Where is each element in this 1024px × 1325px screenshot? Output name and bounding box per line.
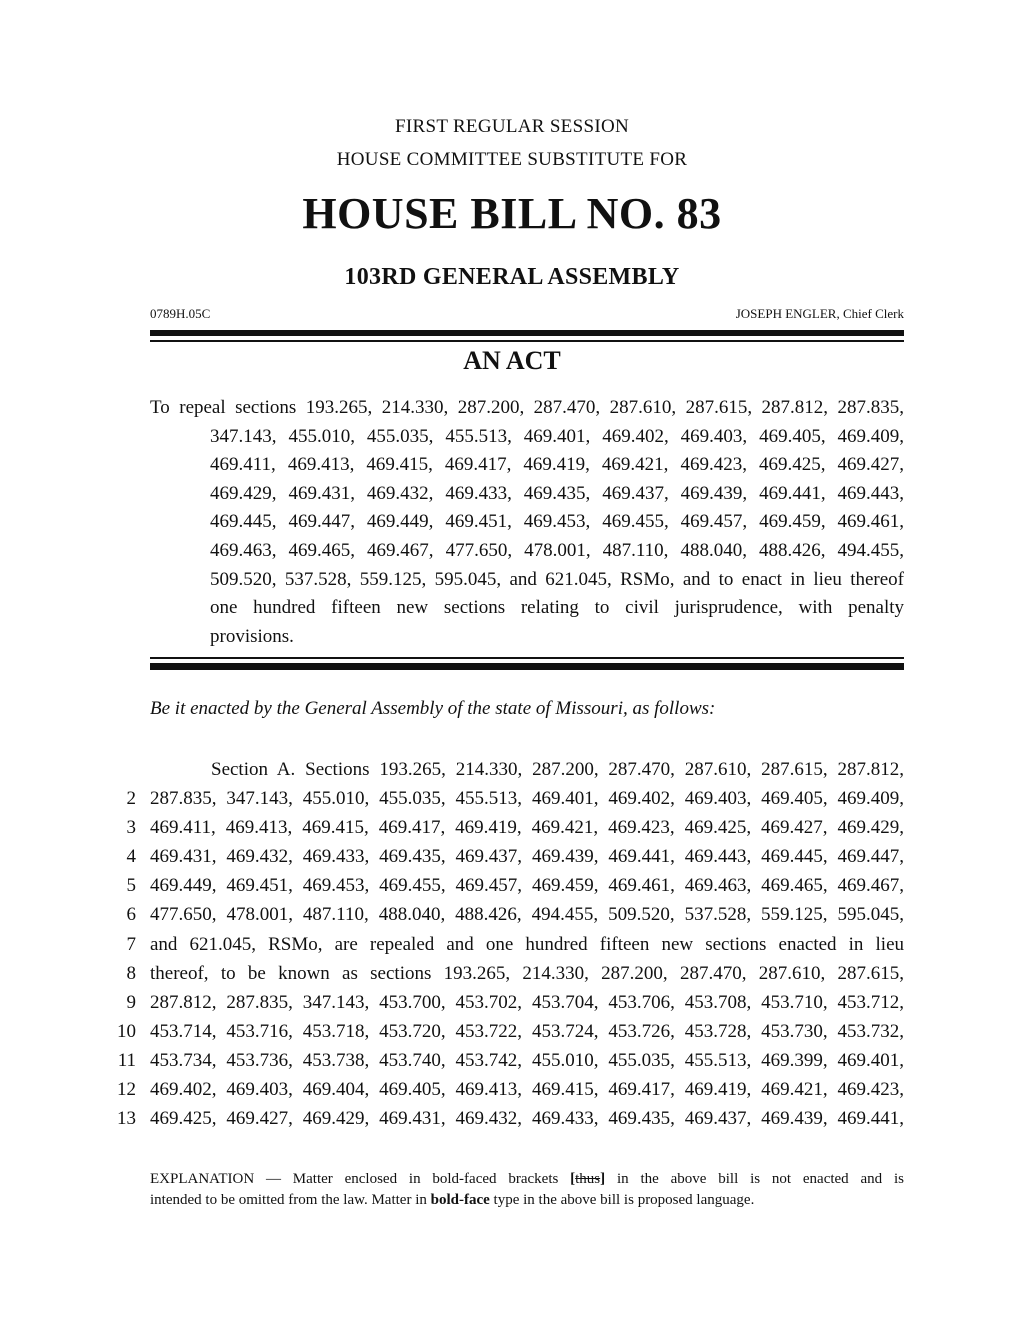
- act-title: [150, 394, 904, 651]
- title-line: 509.520, 537.528, 559.125, 595.045, and 621.045, RSMo, and to enact in lieu thereof: [210, 568, 904, 590]
- body-line: [0, 930, 1024, 959]
- line-text: 453.734, 453.736, 453.738, 453.740, 453.742, 455.010, 455.035, 455.513, 469.399, 469.401,: [150, 1049, 904, 1071]
- body-line: [0, 842, 1024, 871]
- explanation-line: [150, 1169, 904, 1190]
- body-line: [0, 1104, 1024, 1133]
- line-text: 469.449, 469.451, 469.453, 469.455, 469.457, 469.459, 469.461, 469.463, 469.465, 469.467,: [150, 875, 904, 897]
- line-text: 469.425, 469.427, 469.429, 469.431, 469.432, 469.433, 469.435, 469.437, 469.439, 469.441,: [150, 1108, 904, 1130]
- line-number: 3: [126, 817, 136, 839]
- explanation-text: in the above bill is not enacted and is: [605, 1171, 904, 1187]
- line-number: 5: [126, 875, 136, 897]
- body-line: [0, 900, 1024, 929]
- line-number: 12: [117, 1079, 136, 1101]
- body-line: [0, 813, 1024, 842]
- act-heading: AN ACT: [463, 346, 561, 375]
- title-line: 469.429, 469.431, 469.432, 469.433, 469.435, 469.437, 469.439, 469.441, 469.443,: [210, 482, 904, 504]
- explanation-note: [150, 1169, 904, 1211]
- bold-example: bold-face: [430, 1192, 490, 1208]
- bold-bracket: [: [570, 1171, 576, 1187]
- session-label: FIRST REGULAR SESSION: [395, 116, 629, 137]
- line-text: 453.714, 453.716, 453.718, 453.720, 453.722, 453.724, 453.726, 453.728, 453.730, 453.732,: [150, 1020, 904, 1042]
- body-line: [0, 784, 1024, 813]
- bold-bracket: ]: [600, 1171, 606, 1187]
- line-number: 7: [126, 933, 136, 955]
- line-number: 9: [126, 991, 136, 1013]
- explanation-text: type in the above bill is proposed language.: [489, 1192, 755, 1208]
- body-line: [0, 988, 1024, 1017]
- line-text: 469.402, 469.403, 469.404, 469.405, 469.413, 469.415, 469.417, 469.419, 469.421, 469.423,: [150, 1079, 904, 1101]
- title-line: To repeal sections 193.265, 214.330, 287.200, 287.470, 287.610, 287.615, 287.812, 287.835,: [150, 397, 904, 418]
- line-text: 469.411, 469.413, 469.415, 469.417, 469.419, 469.421, 469.423, 469.425, 469.427, 469.429,: [150, 817, 904, 839]
- body-line: [0, 1046, 1024, 1075]
- line-number: 8: [126, 962, 136, 984]
- line-number: 2: [126, 788, 136, 810]
- title-rule-thick: [150, 663, 904, 670]
- body-line: [0, 1017, 1024, 1046]
- explanation-text: EXPLANATION — Matter enclosed in bold-faced brackets: [150, 1171, 571, 1187]
- title-line: one hundred fifteen new sections relating to civil jurisprudence, with penalty: [210, 597, 904, 619]
- assembly-label: 103RD GENERAL ASSEMBLY: [344, 264, 680, 290]
- title-line: 469.463, 469.465, 469.467, 477.650, 478.001, 487.110, 488.040, 488.426, 494.455,: [210, 539, 904, 561]
- line-number: 10: [117, 1020, 136, 1042]
- explanation-line: [150, 1190, 904, 1211]
- chief-clerk: JOSEPH ENGLER, Chief Clerk: [735, 306, 904, 321]
- header-rule-thin: [150, 340, 904, 342]
- line-text: 287.812, 287.835, 347.143, 453.700, 453.702, 453.704, 453.706, 453.708, 453.710, 453.712,: [150, 991, 904, 1013]
- line-text: 469.431, 469.432, 469.433, 469.435, 469.437, 469.439, 469.441, 469.443, 469.445, 469.447,: [150, 846, 904, 868]
- header-rule-thick: [150, 330, 904, 336]
- body-line: [0, 1075, 1024, 1104]
- bill-number: HOUSE BILL NO. 83: [302, 189, 722, 238]
- line-text: 287.835, 347.143, 455.010, 455.035, 455.513, 469.401, 469.402, 469.403, 469.405, 469.409,: [150, 788, 904, 810]
- body-line: [0, 755, 1024, 784]
- line-text: 477.650, 478.001, 487.110, 488.040, 488.426, 494.455, 509.520, 537.528, 559.125, 595.045,: [150, 904, 904, 926]
- title-line: 347.143, 455.010, 455.035, 455.513, 469.401, 469.402, 469.403, 469.405, 469.409,: [210, 425, 904, 447]
- title-rule-thin: [150, 657, 904, 659]
- line-text: and 621.045, RSMo, are repealed and one hundred fifteen new sections enacted in lieu: [150, 933, 904, 955]
- line-number: 4: [126, 846, 136, 868]
- lr-code: 0789H.05C: [150, 306, 211, 321]
- line-number: 11: [117, 1049, 136, 1071]
- enacting-clause: Be it enacted by the General Assembly of the state of Missouri, as follows:: [150, 698, 716, 719]
- body-line: [0, 959, 1024, 988]
- title-line: 469.445, 469.447, 469.449, 469.451, 469.453, 469.455, 469.457, 469.459, 469.461,: [210, 511, 904, 533]
- line-text: thereof, to be known as sections 193.265, 214.330, 287.200, 287.470, 287.610, 287.615,: [150, 962, 904, 984]
- line-text: Section A. Sections 193.265, 214.330, 287.200, 287.470, 287.610, 287.615, 287.812,: [211, 759, 904, 780]
- title-line: 469.411, 469.413, 469.415, 469.417, 469.419, 469.421, 469.423, 469.425, 469.427,: [210, 454, 904, 476]
- line-number: 6: [126, 904, 136, 926]
- body-line: [0, 871, 1024, 900]
- line-number: 13: [117, 1108, 136, 1130]
- struck-example: thus: [575, 1171, 601, 1187]
- explanation-text: intended to be omitted from the law. Matter in: [150, 1192, 431, 1208]
- substitute-label: HOUSE COMMITTEE SUBSTITUTE FOR: [336, 149, 688, 170]
- bill-body: [0, 755, 1024, 1133]
- title-line: provisions.: [210, 625, 294, 647]
